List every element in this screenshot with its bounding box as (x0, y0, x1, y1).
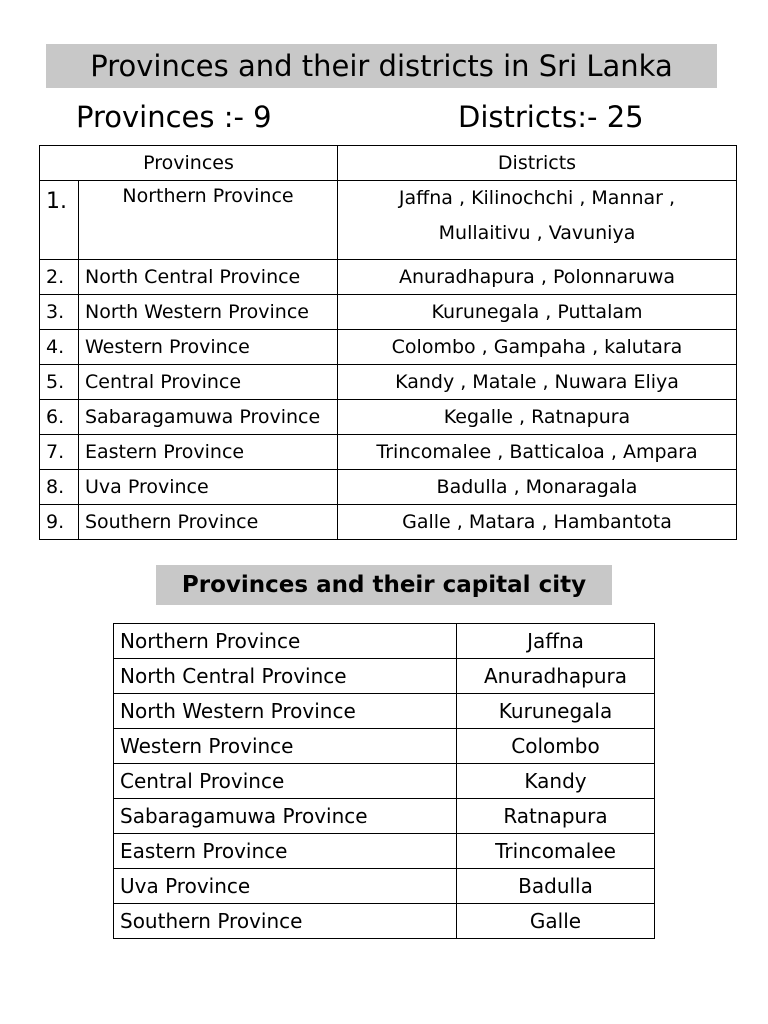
districts-table-header (40, 146, 737, 181)
row-number: 4. (40, 330, 79, 365)
table-row (40, 400, 737, 435)
row-number: 7. (40, 435, 79, 470)
table-row (114, 694, 655, 729)
province-name: Eastern Province (79, 435, 338, 470)
row-number: 9. (40, 505, 79, 540)
province-name: Uva Province (79, 470, 338, 505)
district-list: Colombo , Gampaha , kalutara (338, 330, 737, 365)
capital-city: Jaffna (457, 624, 655, 659)
province-name: Uva Province (114, 869, 457, 904)
capital-city: Galle (457, 904, 655, 939)
table-row (114, 869, 655, 904)
district-list: Badulla , Monaragala (338, 470, 737, 505)
province-name: Sabaragamuwa Province (114, 799, 457, 834)
capital-city: Trincomalee (457, 834, 655, 869)
table-row (114, 834, 655, 869)
table-row (114, 764, 655, 799)
table-row (40, 181, 737, 260)
capital-city: Ratnapura (457, 799, 655, 834)
province-name: North Western Province (114, 694, 457, 729)
province-name: Southern Province (79, 505, 338, 540)
capital-city: Kurunegala (457, 694, 655, 729)
row-number: 3. (40, 295, 79, 330)
province-name: Northern Province (79, 181, 338, 260)
table-row (114, 729, 655, 764)
table-row (40, 470, 737, 505)
row-number: 1. (40, 181, 79, 260)
district-list-line: Jaffna , Kilinochchi , Mannar , (398, 187, 676, 209)
table-row (40, 295, 737, 330)
province-name: North Central Province (114, 659, 457, 694)
province-name: Western Province (114, 729, 457, 764)
table-row (114, 659, 655, 694)
row-number: 2. (40, 260, 79, 295)
page-title: Provinces and their districts in Sri Lanka (46, 44, 717, 88)
province-name: Northern Province (114, 624, 457, 659)
provinces-count: Provinces :- 9 (76, 100, 272, 134)
district-list (338, 181, 737, 260)
province-name: Central Province (114, 764, 457, 799)
districts-count: Districts:- 25 (458, 100, 644, 134)
header-districts: Districts (338, 146, 737, 181)
district-list: Kegalle , Ratnapura (338, 400, 737, 435)
row-number: 5. (40, 365, 79, 400)
row-number: 8. (40, 470, 79, 505)
district-list-line: Mullaitivu , Vavuniya (438, 222, 636, 244)
districts-table (39, 145, 737, 540)
district-list: Galle , Matara , Hambantota (338, 505, 737, 540)
row-number: 6. (40, 400, 79, 435)
table-row (114, 904, 655, 939)
province-name: Western Province (79, 330, 338, 365)
table-row (40, 505, 737, 540)
capitals-title: Provinces and their capital city (156, 565, 612, 605)
capital-city: Badulla (457, 869, 655, 904)
province-name: Central Province (79, 365, 338, 400)
table-row (114, 624, 655, 659)
table-row (114, 799, 655, 834)
table-row (40, 435, 737, 470)
district-list: Anuradhapura , Polonnaruwa (338, 260, 737, 295)
table-row (40, 365, 737, 400)
table-row (40, 260, 737, 295)
province-name: North Central Province (79, 260, 338, 295)
district-list: Kandy , Matale , Nuwara Eliya (338, 365, 737, 400)
district-list: Kurunegala , Puttalam (338, 295, 737, 330)
district-list: Trincomalee , Batticaloa , Ampara (338, 435, 737, 470)
province-name: Sabaragamuwa Province (79, 400, 338, 435)
capitals-table (113, 623, 655, 939)
capital-city: Colombo (457, 729, 655, 764)
capital-city: Kandy (457, 764, 655, 799)
table-row (40, 330, 737, 365)
province-name: North Western Province (79, 295, 338, 330)
province-name: Southern Province (114, 904, 457, 939)
province-name: Eastern Province (114, 834, 457, 869)
header-provinces: Provinces (40, 146, 338, 181)
capital-city: Anuradhapura (457, 659, 655, 694)
